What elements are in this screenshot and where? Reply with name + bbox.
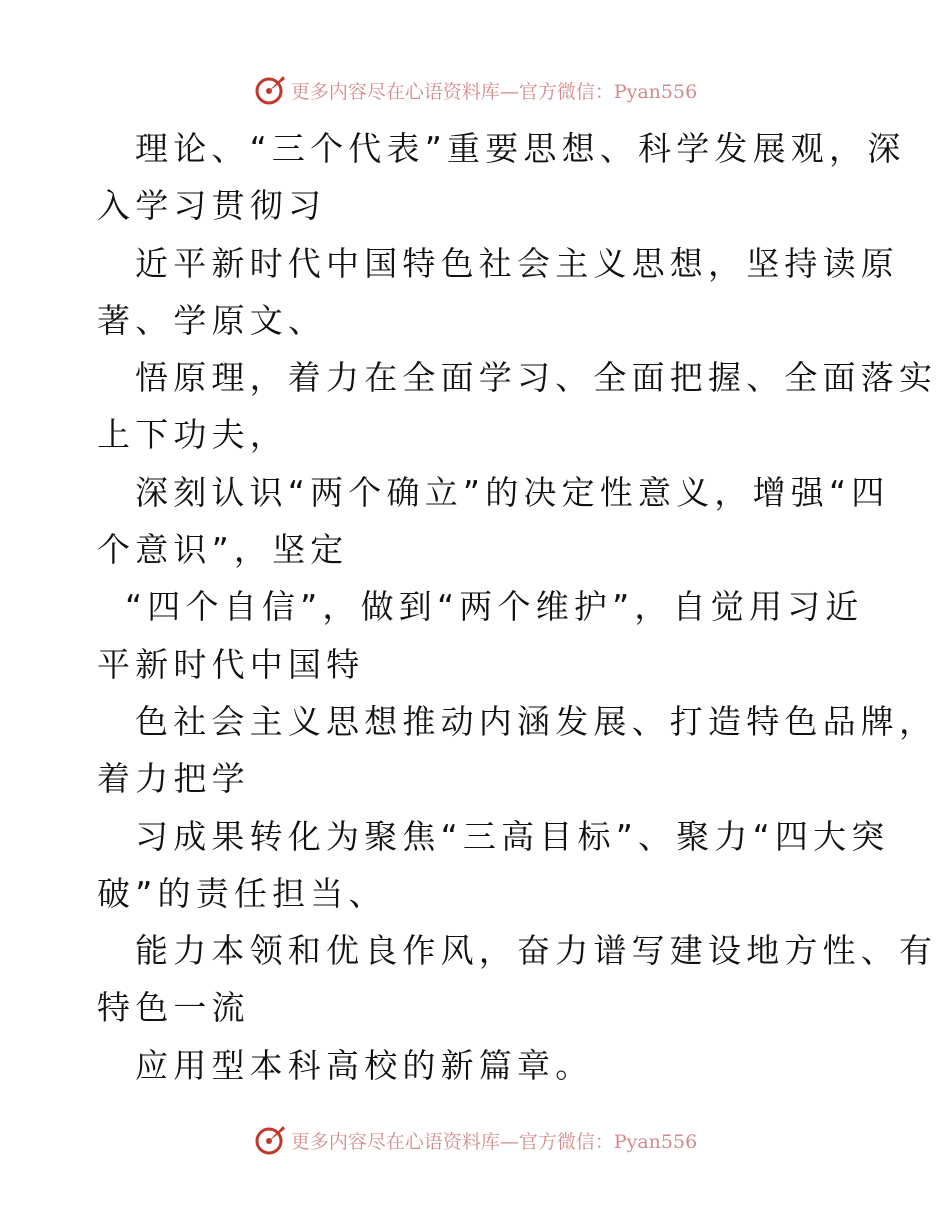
document-body [97,120,938,1094]
body-line: 能力本领和优良作风，奋力谱写建设地方性、有 [135,931,938,971]
body-line: 应用型本科高校的新篇章。 [135,1045,594,1085]
body-line: 上下功夫， [97,415,288,455]
body-line: 理论、“三个代表”重要思想、科学发展观，深 [135,129,906,168]
body-line: “四个自信”，做到“两个维护”，自觉用习近 [125,587,864,627]
body-line: 近平新时代中国特色社会主义思想，坚持读原 [135,243,899,283]
body-line: 悟原理，着力在全面学习、全面把握、全面落实 [135,358,938,398]
body-line: 深刻认识“两个确立”的决定性意义，增强“四 [135,472,890,512]
body-line: 习成果转化为聚焦“三高目标”、聚力“四大突 [135,816,890,856]
body-line: 平新时代中国特 [97,644,365,684]
header-watermark [0,70,950,110]
quill-logo-icon [253,1123,287,1157]
body-line: 个意识”，坚定 [97,530,349,570]
body-line: 入学习贯彻习 [97,186,327,226]
body-line: 著、学原文、 [97,300,327,340]
body-line: 破”的责任担当、 [97,873,387,913]
body-line: 着力把学 [97,759,250,799]
footer-watermark [0,1120,950,1160]
quill-logo-icon [253,73,287,107]
body-line: 色社会主义思想推动内涵发展、打造特色品牌， [135,701,938,741]
watermark-text: 更多内容尽在心语资料库—官方微信：Pyan556 [290,80,698,103]
watermark-text: 更多内容尽在心语资料库—官方微信：Pyan556 [290,1130,698,1153]
body-line: 特色一流 [97,988,250,1028]
